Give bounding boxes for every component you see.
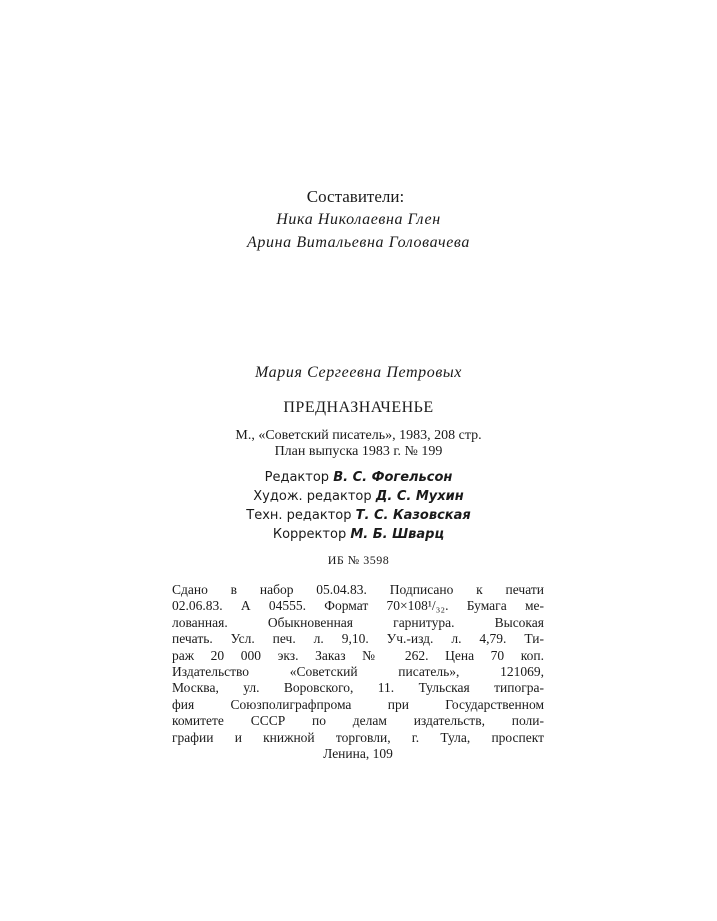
imprint-block bbox=[172, 582, 544, 762]
compilers-block bbox=[0, 186, 717, 254]
editor-role: Худож. редактор bbox=[253, 489, 372, 504]
editor-line bbox=[0, 487, 717, 506]
imprint-line: 02.06.83. А 04555. Формат 70×108¹/₃₂. Бумага ме- bbox=[172, 598, 544, 614]
publication-info bbox=[0, 428, 717, 460]
book-title: ПРЕДНАЗНАЧЕНЬЕ bbox=[283, 399, 434, 416]
compiler-name: Ника Николаевна Глен bbox=[276, 211, 441, 228]
imprint-line: комитете СССР по делам издательств, поли- bbox=[172, 713, 544, 729]
editor-line bbox=[0, 525, 717, 544]
editor-line bbox=[0, 468, 717, 487]
author-name: Мария Сергеевна Петровых bbox=[254, 364, 463, 381]
imprint-line: фия Союзполиграфпрома при Государственном bbox=[172, 696, 544, 712]
imprint-line: печать. Усл. печ. л. 9,10. Уч.-изд. л. 4,79. Ти- bbox=[172, 631, 544, 647]
editor-person: Т. С. Казовская bbox=[355, 508, 471, 523]
publication-line: План выпуска 1983 г. № 199 bbox=[274, 444, 443, 459]
imprint-line: графии и книжной торговли, г. Тула, проспект bbox=[172, 729, 544, 745]
publication-line: М., «Советский писатель», 1983, 208 стр. bbox=[235, 428, 482, 443]
imprint-line: Сдано в набор 05.04.83. Подписано к печати bbox=[172, 582, 544, 597]
compiler-name: Арина Витальевна Головачева bbox=[247, 234, 470, 251]
editors-list bbox=[0, 468, 717, 544]
ib-number: ИБ № 3598 bbox=[327, 553, 390, 567]
editor-person: Д. С. Мухин bbox=[375, 489, 464, 504]
imprint-line: Москва, ул. Воровского, 11. Тульская типогра- bbox=[172, 680, 544, 696]
editor-role: Техн. редактор bbox=[246, 508, 352, 523]
imprint-line: лованная. Обыкновенная гарнитура. Высокая bbox=[172, 614, 544, 630]
editor-line bbox=[0, 506, 717, 525]
imprint-line: Издательство «Советский писатель», 121069, bbox=[172, 664, 544, 680]
editor-role: Корректор bbox=[272, 527, 347, 542]
imprint-line: раж 20 000 экз. Заказ № 262. Цена 70 коп. bbox=[172, 647, 544, 663]
editor-person: М. Б. Шварц bbox=[350, 527, 445, 542]
editor-person: В. С. Фогельсон bbox=[333, 470, 453, 485]
imprint-line: Ленина, 109 bbox=[323, 746, 393, 762]
compilers-heading: Составители: bbox=[306, 187, 405, 206]
editor-role: Редактор bbox=[264, 470, 330, 485]
